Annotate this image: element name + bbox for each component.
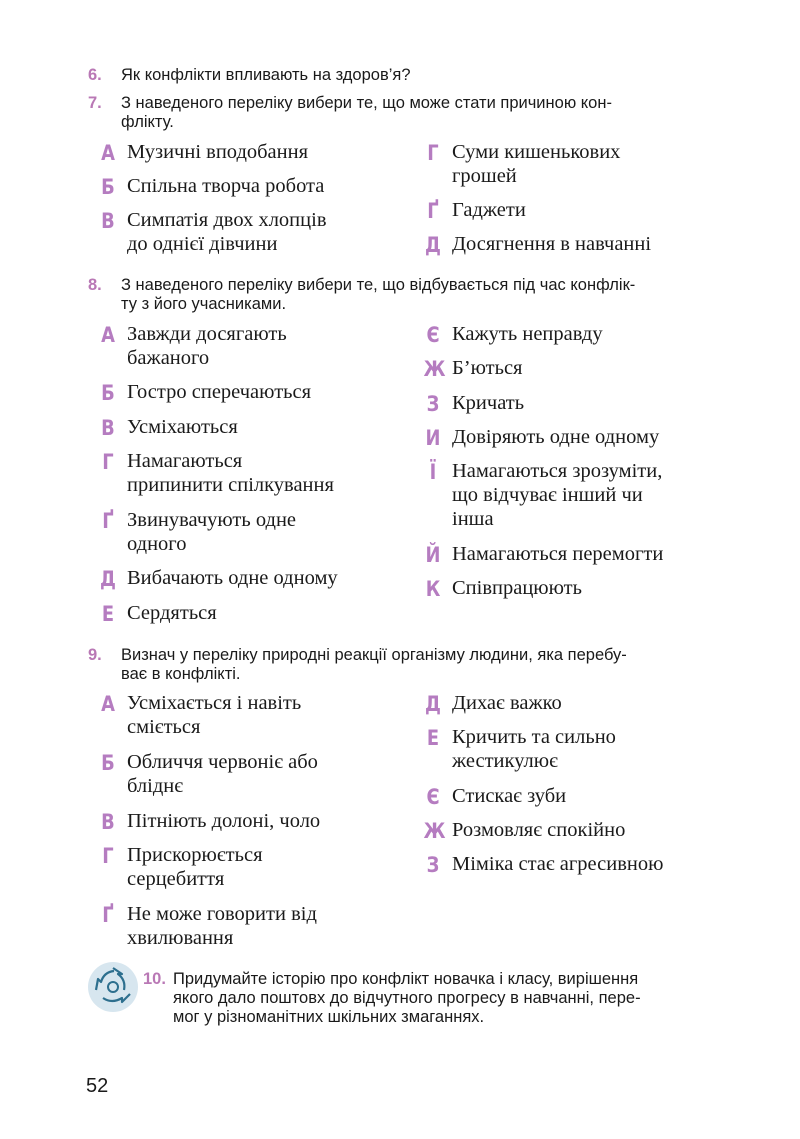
answer-option xyxy=(102,508,407,556)
question-text-line: ває в конфлікті. xyxy=(121,665,241,683)
option-text-line: Намагаються перемогти xyxy=(452,543,664,565)
option-text-line: Дихає важко xyxy=(452,692,562,714)
question-7 xyxy=(88,94,720,132)
answer-option xyxy=(425,576,732,601)
question-text-line: Придумайте історію про конфлікт новачка і класу, вирішення xyxy=(173,970,639,988)
option-text-line: Усміхається і навіть xyxy=(127,692,302,714)
answer-option xyxy=(101,691,407,739)
option-letter: А xyxy=(101,692,115,716)
answer-option xyxy=(426,391,732,416)
option-text-line: інша xyxy=(452,508,494,530)
answer-option xyxy=(426,322,732,347)
option-text-line: Суми кишенькових xyxy=(452,141,621,163)
option-text-line: грошей xyxy=(452,165,517,187)
option-letter: Є xyxy=(426,323,440,347)
question-number: 7. xyxy=(88,94,102,112)
group-work-arrows-icon xyxy=(86,960,140,1014)
option-text-line: Довіряють одне одному xyxy=(452,426,660,448)
option-text-line: припинити спілкування xyxy=(127,474,334,496)
question-text: Як конфлікти впливають на здоров’я? xyxy=(121,66,411,84)
question-number: 9. xyxy=(88,646,102,664)
option-letter: Ж xyxy=(423,819,446,843)
option-text-line: Спільна творча робота xyxy=(127,175,325,197)
question-8 xyxy=(88,276,720,314)
question-text-line: Визнач у переліку природні реакції організму людини, яка перебу- xyxy=(121,646,627,664)
answer-option xyxy=(101,208,407,256)
option-letter: Ґ xyxy=(102,903,114,927)
answer-option xyxy=(101,322,407,370)
option-letter: З xyxy=(426,853,440,877)
option-text-line: Звинувачують одне xyxy=(127,509,297,531)
option-text-line: Розмовляє спокійно xyxy=(452,819,626,841)
answer-option xyxy=(101,750,407,798)
option-letter: Й xyxy=(425,543,441,567)
option-text-line: бажаного xyxy=(127,347,210,369)
answer-option xyxy=(427,198,732,223)
question-number: 6. xyxy=(88,66,102,84)
question-number: 10. xyxy=(143,970,166,988)
option-letter: К xyxy=(425,577,441,601)
option-letter: Д xyxy=(425,233,441,257)
answer-option xyxy=(425,232,732,257)
question-text-line: мог у різноманітних шкільних змаганнях. xyxy=(173,1008,485,1026)
option-letter: Ж xyxy=(423,357,446,381)
option-text-line: Б’ються xyxy=(452,357,523,379)
option-text-line: Пітніють долоні, чоло xyxy=(127,810,321,832)
option-letter: Ґ xyxy=(102,509,114,533)
answer-option xyxy=(102,449,407,497)
answer-option xyxy=(101,809,407,834)
answer-option xyxy=(101,140,407,165)
option-letter: Б xyxy=(101,381,115,405)
option-text-line: Не може говорити від xyxy=(127,903,317,925)
option-text-line: Сердяться xyxy=(127,602,217,624)
option-letter: Ї xyxy=(429,460,437,484)
option-letter: Г xyxy=(102,844,114,868)
answer-option xyxy=(102,902,407,950)
option-letter: А xyxy=(101,323,115,347)
question-10 xyxy=(143,970,733,1027)
option-letter: Г xyxy=(102,450,114,474)
option-text-line: Намагаються xyxy=(127,450,243,472)
answer-option xyxy=(101,174,407,199)
option-text-line: серцебиття xyxy=(127,868,225,890)
option-letter: Ґ xyxy=(427,199,439,223)
answer-option xyxy=(426,852,732,877)
option-text-line: Стискає зуби xyxy=(452,785,567,807)
option-letter: Є xyxy=(426,785,440,809)
option-text-line: Міміка стає агресивною xyxy=(452,853,664,875)
option-text-line: Намагаються зрозуміти, xyxy=(452,460,663,482)
option-text-line: Досягнення в навчанні xyxy=(452,233,652,255)
question-6 xyxy=(88,66,720,85)
option-letter: А xyxy=(101,141,115,165)
option-text-line: хвилювання xyxy=(127,927,234,949)
answer-option xyxy=(101,415,407,440)
question-text-line: ту з його учасниками. xyxy=(121,295,287,313)
option-text-line: Симпатія двох хлопців xyxy=(127,209,327,231)
option-letter: В xyxy=(101,209,115,233)
answer-option xyxy=(425,425,732,450)
answer-option xyxy=(423,356,732,381)
option-letter: Е xyxy=(101,602,115,626)
option-text-line: до однієї дівчини xyxy=(127,233,278,255)
option-letter: Б xyxy=(101,751,115,775)
option-text-line: Кричать xyxy=(452,392,525,414)
option-text-line: Кричить та сильно xyxy=(452,726,616,748)
question-text-line: флікту. xyxy=(121,113,174,131)
option-text-line: Усміхаються xyxy=(127,416,238,438)
question-text-line: З наведеного переліку вибери те, що може стати причиною кон- xyxy=(121,94,612,112)
option-text-line: одного xyxy=(127,533,187,555)
answer-option xyxy=(423,818,732,843)
option-text-line: сміється xyxy=(127,716,201,738)
option-letter: В xyxy=(101,416,115,440)
option-letter: Д xyxy=(100,567,116,591)
option-text-line: Вибачають одне одному xyxy=(127,567,338,589)
option-text-line: Музичні вподобання xyxy=(127,141,309,163)
option-letter: И xyxy=(425,426,441,450)
answer-option xyxy=(426,725,732,773)
answer-option xyxy=(101,601,407,626)
answer-option xyxy=(427,140,732,188)
option-text-line: Завжди досягають xyxy=(127,323,287,345)
option-text-line: бліднє xyxy=(127,775,184,797)
question-9 xyxy=(88,646,720,684)
option-letter: Д xyxy=(425,692,441,716)
option-letter: Е xyxy=(426,726,440,750)
option-letter: Г xyxy=(427,141,439,165)
option-text-line: Співпрацюють xyxy=(452,577,582,599)
answer-option xyxy=(429,459,732,531)
answer-option xyxy=(426,784,732,809)
option-letter: В xyxy=(101,810,115,834)
option-text-line: Обличчя червоніє або xyxy=(127,751,318,773)
option-text-line: Гостро сперечаються xyxy=(127,381,312,403)
answer-option xyxy=(100,566,407,591)
answer-option xyxy=(425,691,732,716)
option-text-line: Кажуть неправду xyxy=(452,323,603,345)
question-text-line: З наведеного переліку вибери те, що відбувається під час конфлік- xyxy=(121,276,636,294)
option-text-line: жестикулює xyxy=(452,750,558,772)
answer-option xyxy=(102,843,407,891)
answer-option xyxy=(101,380,407,405)
option-text-line: Прискорюється xyxy=(127,844,263,866)
option-letter: З xyxy=(426,392,440,416)
option-text-line: що відчуває інший чи xyxy=(452,484,643,506)
option-text-line: Гаджети xyxy=(452,199,526,221)
question-number: 8. xyxy=(88,276,102,294)
question-text-line: якого дало поштовх до відчутного прогресу в навчанні, пере- xyxy=(173,989,641,1007)
option-letter: Б xyxy=(101,175,115,199)
page-number: 52 xyxy=(86,1075,109,1097)
answer-option xyxy=(425,542,732,567)
